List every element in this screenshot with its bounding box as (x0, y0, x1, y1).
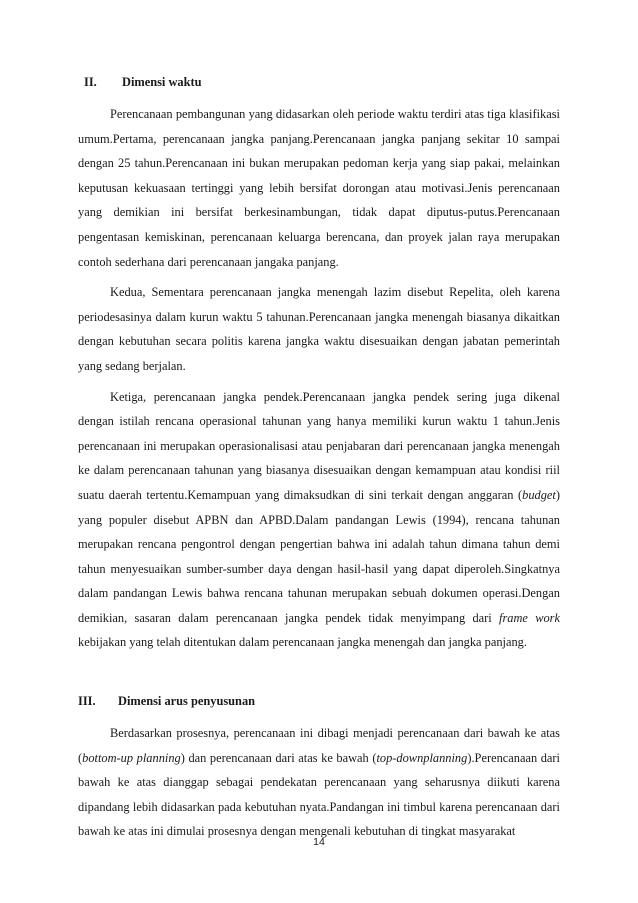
section-title: Dimensi waktu (122, 75, 202, 89)
paragraph-text: Perencanaan pembangunan yang didasarkan oleh periode waktu terdiri atas tiga klasifikasi umum.Pertama, perencanaan jangka panjang.Perencanaan jangka panjang sekitar 10 sampai dengan 25 tahun.Perencanaan ini bukan merupakan pedoman kerja yang siap pakai, melainkan keputusan kekuasaan tertinggi yang lebih bersifat dorongan atau motivasi.Jenis perencanaan yang demikian ini bersifat berkesinambungan, tidak dapat diputus-putus.Perencanaan pengentasan kemiskinan, perencanaan keluarga berencana, dan proyek jalan raya merupakan contoh sederhana dari perencanaan jangaka panjang. (78, 107, 560, 269)
paragraph-text: ) yang populer disebut APBN dan APBD.Dalam pandangan Lewis (1994), rencana tahunan merupakan rencana pengontrol dengan pengertian bahwa ini adalah tahun dimana tahun demi tahun menyesuaikan sumber-sumber daya dengan hasil-hasil yang dapat diperoleh.Singkatnya dalam pandangan Lewis bahwa rencana tahunan merupakan sebuah dokumen operasi.Dengan demikian, sasaran dalam perencanaan jangka pendek tidak menyimpang dari (78, 487, 560, 625)
italic-term: budget (522, 487, 556, 502)
italic-term: bottom-up planning (82, 750, 181, 765)
paragraph-text: ) dan perencanaan dari atas ke bawah ( (180, 750, 377, 765)
section-number: II. (84, 75, 97, 89)
paragraph (78, 385, 560, 656)
paragraph-text: Ketiga, perencanaan jangka pendek.Perencanaan jangka pendek sering juga dikenal dengan istilah rencana operasional tahunan yang hanya memiliki kurun waktu 1 tahun.Jenis perencanaan ini merupakan operasionalisasi atau penjabaran dari perencanaan jangka menengah ke dalam perencanaan tahunan yang biasanya disesuaikan dengan kemampuan atau kondisi riil suatu daerah tertentu.Kemampuan yang dimaksudkan di sini terkait dengan anggaran ( (78, 389, 560, 502)
section-heading-dimensi-waktu (78, 73, 560, 92)
paragraph-text: Berdasarkan prosesnya, perencanaan ini dibagi menjadi perencanaan dari bawah ke atas ( (78, 726, 560, 765)
paragraph-text: Kedua, Sementara perencanaan jangka menengah lazim disebut Repelita, oleh karena periodesasinya dalam kurun waktu 5 tahunan.Perencanaan jangka menengah biasanya dikaitkan dengan kebutuhan secara politis karena jangka waktu disesuaikan dengan jabatan pemerintah yang sedang berjalan. (78, 285, 560, 373)
italic-term: top-downplanning (376, 750, 468, 765)
section-title: Dimensi arus penyusunan (118, 694, 256, 709)
document-page (78, 60, 560, 844)
paragraph (78, 280, 560, 378)
paragraph (78, 721, 560, 844)
paragraph-text: ).Perencanaan dari bawah ke atas dianggap sebagai pendekatan perencanaan yang seharusnya diikuti karena dipandang lebih didasarkan pada kebutuhan nyata.Pandangan ini timbul karena perencanaan dari bawah ke atas ini dimulai prosesnya dengan mengenali kebutuhan di tingkat masyarakat (78, 750, 561, 839)
section-number: III. (78, 694, 96, 709)
page-number: 14 (313, 836, 325, 848)
section-heading-dimensi-arus-penyusunan (78, 692, 560, 711)
paragraph (78, 102, 560, 274)
italic-term: frame work (499, 610, 560, 625)
paragraph-text: kebijakan yang telah ditentukan dalam perencanaan jangka menengah dan jangka panjang. (78, 635, 527, 650)
